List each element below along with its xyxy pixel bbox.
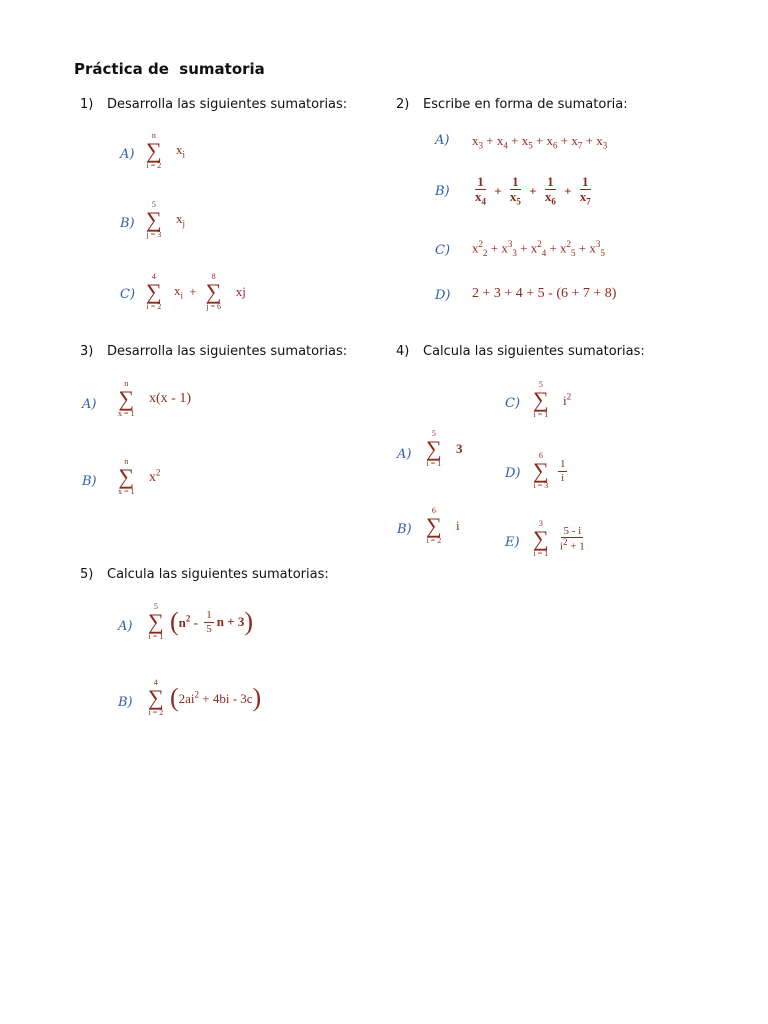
label-b: B) (120, 216, 135, 231)
q2a-expression: $x_3 + x_4 + x_5 + x_6 + x_7 + x_3$ (472, 133, 608, 151)
question-number: 3) (80, 344, 94, 359)
fraction: $\frac{1}{x_7}$ (579, 174, 591, 207)
q1a-expression: n ∑ i = 2 $x_i$ (146, 131, 185, 170)
label-a: A) (397, 447, 412, 462)
sigma-symbol: ∑ (148, 685, 164, 710)
sigma-symbol: ∑ (533, 526, 549, 551)
label-a: A) (82, 397, 97, 412)
summation: n ∑ x = 1 (118, 379, 135, 418)
sigma-symbol: ∑ (148, 609, 164, 634)
label-c: C) (120, 287, 136, 302)
summation: 5 ∑ i = 1 (426, 429, 442, 468)
summation: 5 ∑ j = 3 (146, 200, 162, 239)
summation: 5 ∑ i = 1 (533, 380, 549, 419)
summation: 6 ∑ i = 2 (426, 506, 442, 545)
sigma-symbol: ∑ (118, 386, 135, 411)
summation: 5 ∑ i = 1 (148, 602, 164, 641)
label-d: D) (435, 288, 451, 303)
label-e: E) (505, 535, 520, 550)
q4c-expression: 5 ∑ i = 1 $i^2$ (533, 380, 572, 419)
q4a-expression: 5 ∑ i = 1 3 (426, 429, 463, 468)
sigma-symbol: ∑ (118, 464, 135, 489)
q4e-expression (530, 520, 590, 558)
sigma-symbol: ∑ (146, 207, 162, 232)
q5b-expression: 4 ∑ i = 2 $(2ai^2 + 4bi - 3c)$ (148, 678, 262, 717)
question-number: 2) (396, 97, 410, 112)
fraction: $\frac{1}{5}$ (206, 609, 212, 635)
q3a-expression: n ∑ x = 1 x(x - 1) (118, 379, 192, 418)
sigma-symbol: ∑ (426, 436, 442, 461)
q2c-expression: $x^2_2 + x^3_3 + x^2_4 + x^2_5 + x^3_5$ (472, 239, 605, 258)
sigma-symbol: ∑ (426, 513, 442, 538)
q2d-expression: 2 + 3 + 4 + 5 - (6 + 7 + 8) (472, 286, 617, 301)
fraction: $\frac{1}{i}$ (559, 458, 566, 484)
q4b-expression: 6 ∑ i = 2 i (426, 506, 460, 545)
sigma-symbol: ∑ (533, 387, 549, 412)
sigma-symbol: ∑ (533, 458, 549, 483)
question-number: 1) (80, 97, 94, 112)
summation: 4 ∑ i = 2 (146, 272, 162, 311)
label-a: A) (118, 619, 133, 634)
summation: 6 ∑ i = 3 (533, 451, 549, 490)
q3b-expression: n ∑ x = 1 $x^2$ (118, 457, 161, 496)
label-d: D) (505, 466, 521, 481)
question-3 (80, 344, 347, 359)
sigma-symbol: ∑ (146, 279, 162, 304)
label-a: A) (435, 133, 450, 148)
question-text: Calcula las siguientes sumatorias: (107, 567, 329, 582)
fraction: $\frac{5 - i}{i^2 + 1}$ (559, 525, 585, 553)
question-2 (396, 97, 628, 112)
question-text: Desarrolla las siguientes sumatorias: (107, 97, 348, 112)
question-1 (80, 97, 347, 112)
summation: 3 ∑ i = 1 (533, 519, 549, 558)
page-title: Práctica de sumatoria (74, 60, 265, 78)
label-a: A) (120, 147, 135, 162)
question-4 (396, 344, 645, 359)
fraction: $\frac{1}{x_5}$ (509, 174, 521, 207)
summation: n ∑ x = 1 (118, 457, 135, 496)
fraction: $\frac{1}{x_6}$ (544, 174, 556, 207)
q5a-expression: 5 ∑ i = 1 ($n^2$ - $\frac{1}{5}$ n + 3) (148, 602, 253, 641)
q1b-expression: 5 ∑ j = 3 $x_j$ (146, 200, 185, 239)
label-b: B) (435, 184, 450, 199)
sigma-symbol: ∑ (205, 279, 222, 304)
summation: n ∑ i = 2 (146, 131, 162, 170)
summation: 8 ∑ j = 6 (205, 272, 222, 311)
label-b: B) (82, 474, 97, 489)
q1c-expression: 4 ∑ i = 2 $x_i$ + 8 ∑ j = 6 xj (146, 272, 246, 311)
question-5 (80, 567, 329, 582)
label-c: C) (435, 243, 451, 258)
summation: 4 ∑ i = 2 (148, 678, 164, 717)
question-number: 4) (396, 344, 410, 359)
question-text: Desarrolla las siguientes sumatorias: (107, 344, 348, 359)
fraction: $\frac{1}{x_4}$ (475, 174, 486, 207)
label-b: B) (118, 695, 133, 710)
q2b-expression: $\frac{1}{x_4}$ + $\frac{1}{x_5}$ + $\frac{1}{x_6}$ + $\frac{1}{x_7}$ (475, 174, 591, 207)
question-text: Calcula las siguientes sumatorias: (423, 344, 645, 359)
label-b: B) (397, 522, 412, 537)
label-c: C) (505, 396, 521, 411)
sigma-symbol: ∑ (146, 138, 162, 163)
q4d-expression (530, 452, 570, 490)
question-number: 5) (80, 567, 94, 582)
question-text: Escribe en forma de sumatoria: (423, 97, 628, 112)
